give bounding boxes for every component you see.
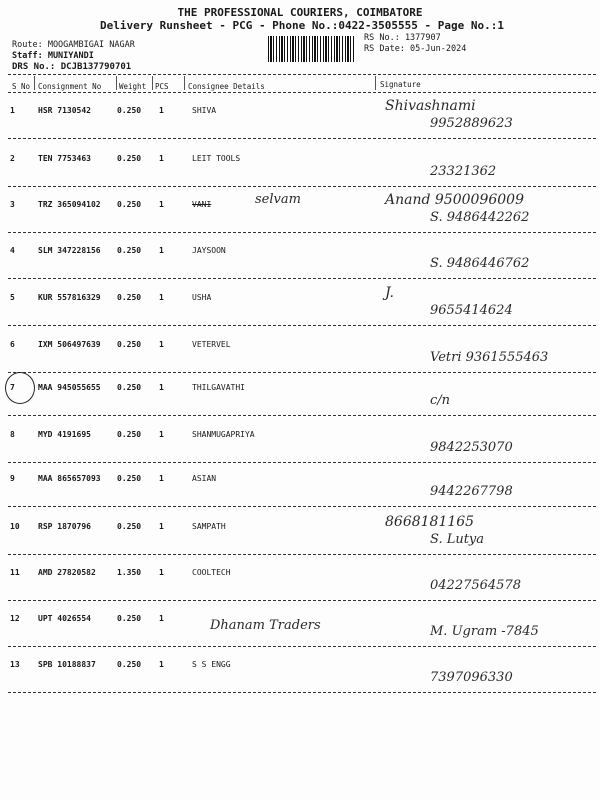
col-header-weight: Weight bbox=[119, 82, 147, 91]
row-consignee: JAYSOON bbox=[192, 246, 226, 255]
row-consignee: S S ENGG bbox=[192, 660, 231, 669]
divider bbox=[8, 92, 596, 93]
table-row bbox=[0, 188, 600, 232]
row-consignee: VETERVEL bbox=[192, 340, 231, 349]
row-sno: 8 bbox=[10, 430, 15, 439]
barcode bbox=[268, 36, 356, 62]
divider bbox=[34, 76, 35, 90]
divider bbox=[116, 76, 117, 90]
rs-date: RS Date: 05-Jun-2024 bbox=[364, 44, 467, 54]
row-consignment: UPT 4026554 bbox=[38, 614, 91, 623]
row-weight: 0.250 bbox=[117, 614, 142, 623]
row-weight: 0.250 bbox=[117, 430, 142, 439]
row-pcs: 1 bbox=[159, 522, 164, 531]
row-weight: 0.250 bbox=[117, 474, 142, 483]
row-consignee: VANI bbox=[192, 200, 212, 209]
row-consignment: MAA 945055655 bbox=[38, 383, 101, 392]
col-header-sno: S No bbox=[12, 82, 31, 91]
col-header-consignment: Consignment No bbox=[38, 82, 102, 91]
rs-number: RS No.: 1377907 bbox=[364, 33, 441, 43]
row-consignee: LEIT TOOLS bbox=[192, 154, 241, 163]
divider bbox=[8, 325, 596, 326]
signature-line-2: S. 9486442262 bbox=[430, 210, 530, 225]
row-consignee: USHA bbox=[192, 293, 212, 302]
col-header-signature: Signature bbox=[380, 80, 421, 89]
row-consignment: SLM 347228156 bbox=[38, 246, 101, 255]
row-weight: 0.250 bbox=[117, 660, 142, 669]
row-pcs: 1 bbox=[159, 660, 164, 669]
divider bbox=[152, 76, 153, 90]
signature-line-2: 04227564578 bbox=[430, 578, 521, 593]
row-consignment: TRZ 365094102 bbox=[38, 200, 101, 209]
signature-line-1: Shivashnami bbox=[385, 98, 476, 114]
row-pcs: 1 bbox=[159, 568, 164, 577]
divider bbox=[8, 74, 596, 75]
signature-line-2: S. 9486446762 bbox=[430, 256, 530, 271]
row-consignee: THILGAVATHI bbox=[192, 383, 245, 392]
route: Route: MOOGAMBIGAI NAGAR bbox=[12, 40, 135, 50]
table-row bbox=[0, 510, 600, 554]
col-header-consignee: Consignee Details bbox=[188, 82, 265, 91]
signature-line-1: 8668181165 bbox=[385, 514, 475, 530]
table-row bbox=[0, 462, 600, 506]
row-weight: 1.350 bbox=[117, 568, 142, 577]
row-sno: 1 bbox=[10, 106, 15, 115]
row-consignment: HSR 7130542 bbox=[38, 106, 91, 115]
signature-line-2: S. Lutya bbox=[430, 532, 485, 547]
row-consignment: KUR 557816329 bbox=[38, 293, 101, 302]
row-weight: 0.250 bbox=[117, 383, 142, 392]
row-sno: 2 bbox=[10, 154, 15, 163]
row-weight: 0.250 bbox=[117, 522, 142, 531]
row-consignee: SHIVA bbox=[192, 106, 217, 115]
row-pcs: 1 bbox=[159, 614, 164, 623]
row-pcs: 1 bbox=[159, 200, 164, 209]
row-pcs: 1 bbox=[159, 383, 164, 392]
table-row bbox=[0, 418, 600, 462]
signature-line-2: 9952889623 bbox=[430, 116, 513, 131]
row-consignee: SAMPATH bbox=[192, 522, 226, 531]
table-row bbox=[0, 94, 600, 138]
row-weight: 0.250 bbox=[117, 340, 142, 349]
row-sno: 11 bbox=[10, 568, 20, 577]
divider bbox=[8, 646, 596, 647]
divider bbox=[8, 506, 596, 507]
runsheet-subtitle: Delivery Runsheet - PCG - Phone No.:0422-3505555 - Page No.:1 bbox=[100, 19, 504, 32]
row-weight: 0.250 bbox=[117, 246, 142, 255]
row-sno: 3 bbox=[10, 200, 15, 209]
row-weight: 0.250 bbox=[117, 200, 142, 209]
row-pcs: 1 bbox=[159, 340, 164, 349]
signature-line-2: c/n bbox=[430, 393, 451, 408]
row-sno: 5 bbox=[10, 293, 15, 302]
table-row bbox=[0, 281, 600, 325]
divider bbox=[8, 186, 596, 187]
staff: Staff: MUNIYANDI bbox=[12, 51, 94, 61]
row-pcs: 1 bbox=[159, 474, 164, 483]
divider bbox=[8, 278, 596, 279]
handwritten-note: Dhanam Traders bbox=[210, 618, 321, 633]
col-header-pcs: PCS bbox=[155, 82, 169, 91]
table-row bbox=[0, 234, 600, 278]
divider bbox=[8, 232, 596, 233]
row-consignee: ASIAN bbox=[192, 474, 217, 483]
table-row bbox=[0, 648, 600, 692]
table-row bbox=[0, 371, 600, 415]
signature-line-2: Vetri 9361555463 bbox=[430, 350, 549, 365]
row-consignment: SPB 10188837 bbox=[38, 660, 96, 669]
signature-line-2: 23321362 bbox=[430, 164, 497, 179]
row-sno: 12 bbox=[10, 614, 20, 623]
row-pcs: 1 bbox=[159, 430, 164, 439]
signature-line-2: 9655414624 bbox=[430, 303, 513, 318]
divider bbox=[8, 554, 596, 555]
row-weight: 0.250 bbox=[117, 154, 142, 163]
row-consignment: RSP 1870796 bbox=[38, 522, 91, 531]
row-pcs: 1 bbox=[159, 246, 164, 255]
circled-mark bbox=[5, 372, 35, 404]
divider bbox=[375, 76, 376, 90]
row-consignment: AMD 27820582 bbox=[38, 568, 96, 577]
signature-line-2: 9842253070 bbox=[430, 440, 513, 455]
table-row bbox=[0, 328, 600, 372]
row-sno: 6 bbox=[10, 340, 15, 349]
row-pcs: 1 bbox=[159, 293, 164, 302]
row-pcs: 1 bbox=[159, 106, 164, 115]
row-sno: 13 bbox=[10, 660, 20, 669]
table-row bbox=[0, 142, 600, 186]
signature-line-2: 9442267798 bbox=[430, 484, 513, 499]
signature-line-1: Anand 9500096009 bbox=[385, 192, 524, 208]
company-title: THE PROFESSIONAL COURIERS, COIMBATORE bbox=[177, 6, 423, 19]
divider bbox=[8, 600, 596, 601]
row-sno: 9 bbox=[10, 474, 15, 483]
signature-line-2: M. Ugram -7845 bbox=[430, 624, 539, 639]
drs-number: DRS No.: DCJB137790701 bbox=[12, 62, 132, 72]
row-sno: 10 bbox=[10, 522, 20, 531]
row-consignment: MAA 865657093 bbox=[38, 474, 101, 483]
divider bbox=[8, 692, 596, 693]
row-consignee: COOLTECH bbox=[192, 568, 231, 577]
signature-line-2: 7397096330 bbox=[430, 670, 513, 685]
row-consignment: TEN 7753463 bbox=[38, 154, 91, 163]
row-sno: 4 bbox=[10, 246, 15, 255]
row-consignment: MYD 4191695 bbox=[38, 430, 91, 439]
table-row bbox=[0, 602, 600, 646]
row-weight: 0.250 bbox=[117, 106, 142, 115]
signature-line-1: J. bbox=[385, 285, 394, 301]
row-sno: 7 bbox=[10, 383, 15, 392]
handwritten-note: selvam bbox=[255, 192, 301, 207]
row-pcs: 1 bbox=[159, 154, 164, 163]
table-row bbox=[0, 556, 600, 600]
row-weight: 0.250 bbox=[117, 293, 142, 302]
row-consignment: IXM 506497639 bbox=[38, 340, 101, 349]
divider bbox=[184, 76, 185, 90]
divider bbox=[8, 138, 596, 139]
divider bbox=[8, 415, 596, 416]
row-consignee: SHANMUGAPRIYA bbox=[192, 430, 255, 439]
